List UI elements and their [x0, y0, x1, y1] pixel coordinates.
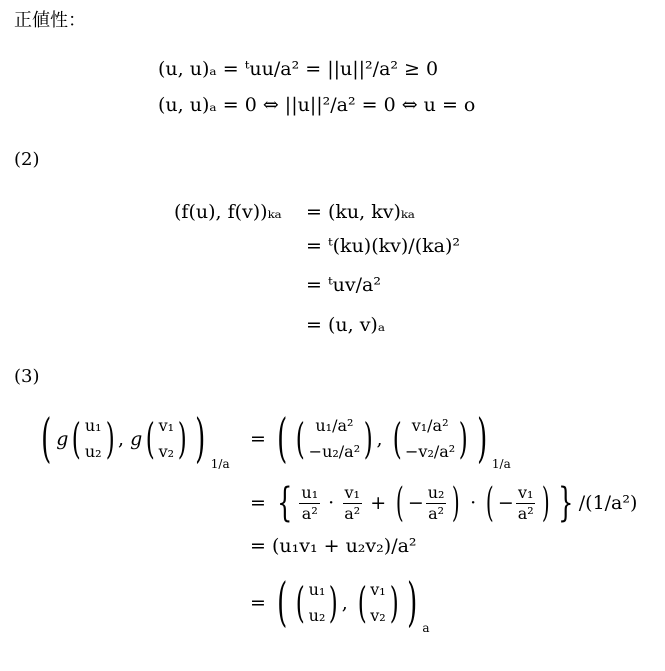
equation-3-step2: = { $\frac{\text{u₁}}{\text{a²}}$ · $\frac{\text{v₁}}{\text{a²}}$ + ( − $\frac{\text{u₂}}{\text{a²}}$ ) · ( − $\frac{\text{v₁}}{\text{a²}}$ ) } /(1/a²) [250, 480, 638, 526]
equation-positive-definite: (u, u)ₐ = ᵗuu/a² = ||u||²/a² ≥ 0 [158, 58, 439, 80]
part-label-3: (3) [14, 366, 40, 387]
equation-3-lhs: ( g ( u₁ u₂ ) , g ( v₁ v₂ ) ) 1/a [41, 409, 230, 471]
equation-2-step3: = ᵗuv/a² [306, 274, 381, 296]
section-heading: 正値性： [14, 10, 86, 31]
equation-2-step4: = (u, v)ₐ [306, 314, 386, 336]
equation-2-lhs: (f(u), f(v))ₖₐ [174, 201, 282, 223]
equation-zero-condition: (u, u)ₐ = 0 ⇔ ||u||²/a² = 0 ⇔ u = o [158, 94, 476, 116]
equation-3-step4: = ( ( u₁ u₂ ) , ( v₁ v₂ ) ) a [250, 573, 430, 635]
equation-3-step3: = (u₁v₁ + u₂v₂)/a² [250, 535, 417, 557]
part-label-2: (2) [14, 149, 40, 170]
equation-3-step1: = ( ( u₁/a² −u₂/a² ) , ( v₁/a² −v₂/a² ) ) 1/a [250, 409, 511, 471]
equation-2-step1: = (ku, kv)ₖₐ [306, 201, 416, 223]
equation-2-step2: = ᵗ(ku)(kv)/(ka)² [306, 235, 460, 257]
